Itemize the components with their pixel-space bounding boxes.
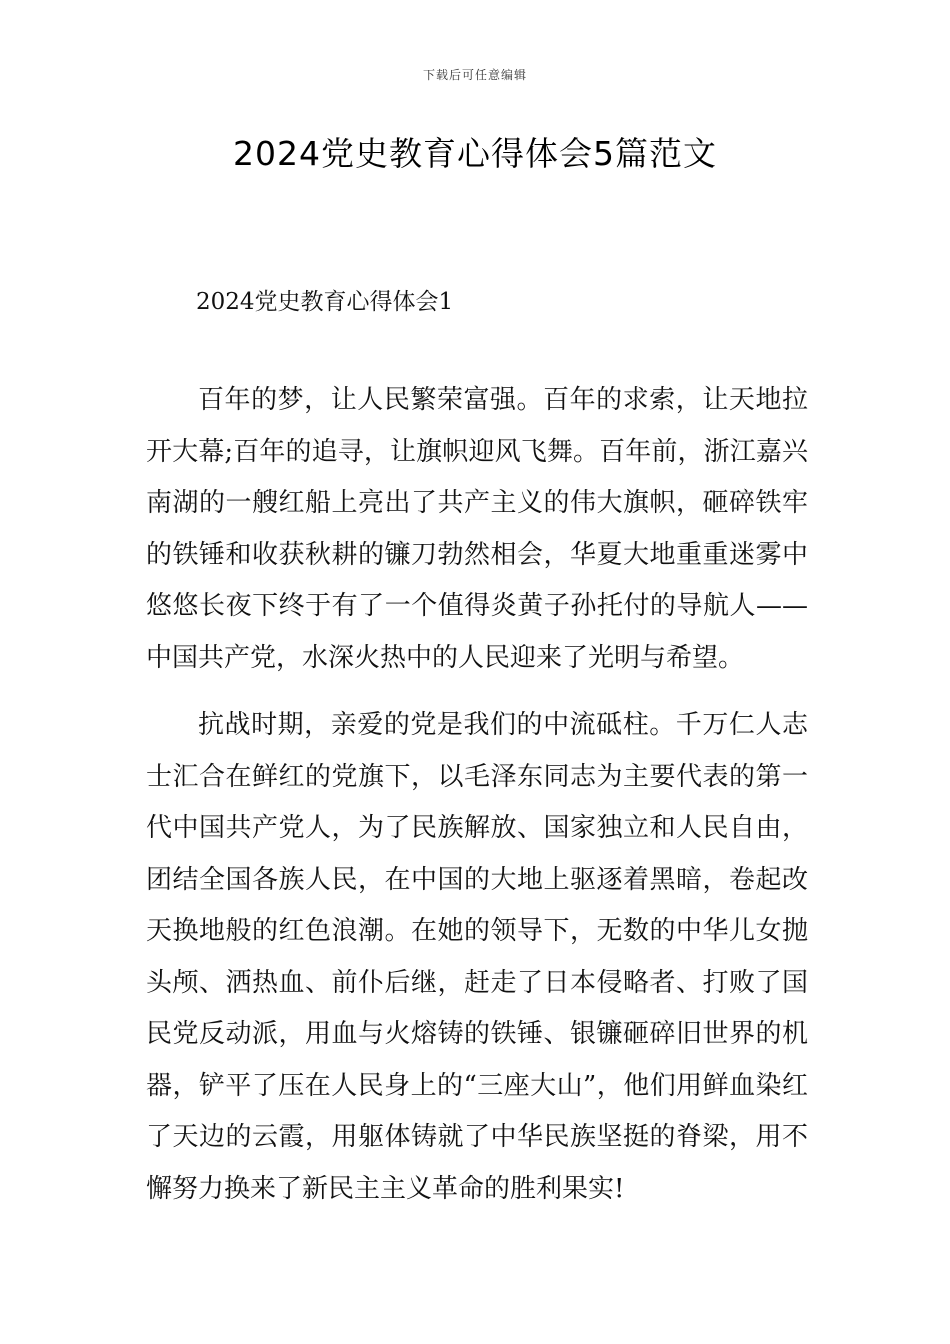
section-heading: 2024党史教育心得体会1 [196,289,454,315]
paragraph-1: 百年的梦，让人民繁荣富强。百年的求索，让天地拉开大幕;百年的追寻，让旗帜迎风飞舞。百年前，浙江嘉兴南湖的一艘红船上亮出了共产主义的伟大旗帜，砸碎铁牢的铁锤和收获秋耕的镰刀勃然相会，华夏大地重重迷雾中悠悠长夜下终于有了一个值得炎黄子孙托付的导航人——中国共产党，水深火热中的人民迎来了光明与希望。 [146,385,808,673]
paragraph-2: 抗战时期，亲爱的党是我们的中流砥柱。千万仁人志士汇合在鲜红的党旗下，以毛泽东同志为主要代表的第一代中国共产党人，为了民族解放、国家独立和人民自由，团结全国各族人民，在中国的大地上驱逐着黑暗，卷起改天换地般的红色浪潮。在她的领导下，无数的中华儿女抛头颅、洒热血、前仆后继，赶走了日本侵略者、打败了国民党反动派，用血与火熔铸的铁锤、银镰砸碎旧世界的机器，铲平了压在人民身上的“三座大山”，他们用鲜血染红了天边的云霞，用躯体铸就了中华民族坚挺的脊梁，用不懈努力换来了新民主主义革命的胜利果实! [146,710,808,1204]
document-title: 2024党史教育心得体会5篇范文 [233,134,717,173]
header-note: 下载后可任意编辑 [422,68,527,82]
